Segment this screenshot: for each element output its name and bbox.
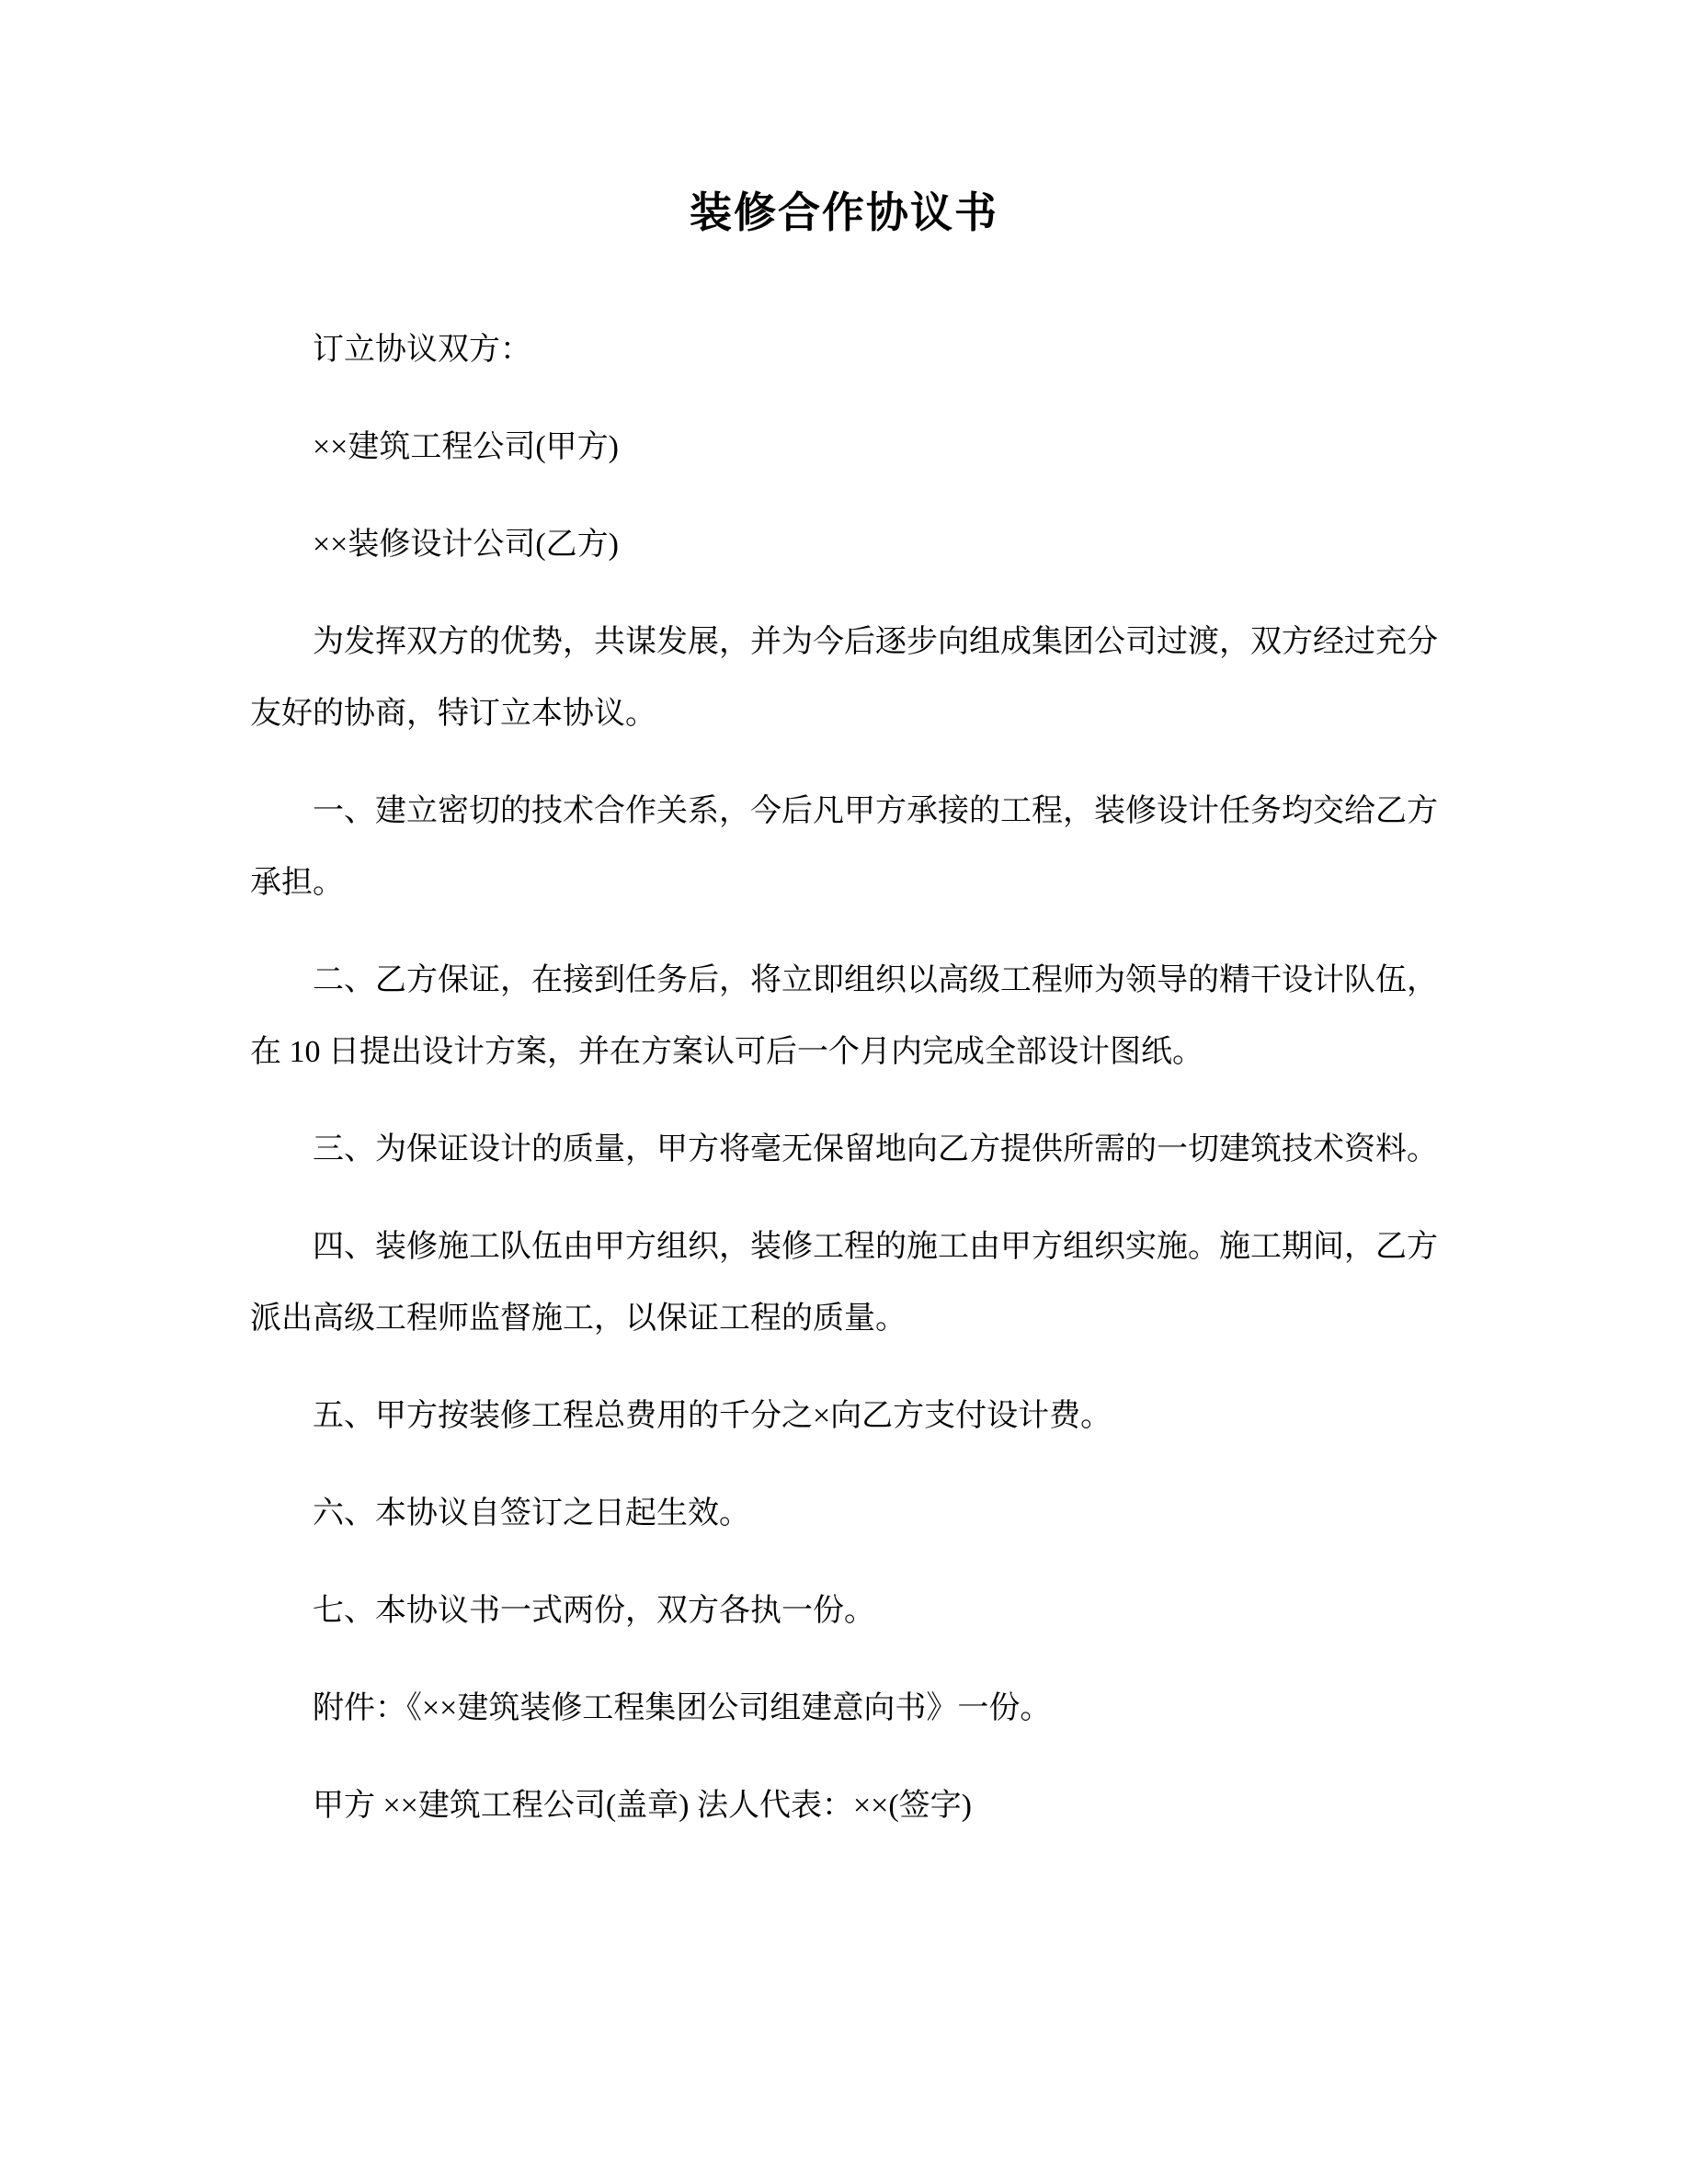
paragraph-party-b: ××装修设计公司(乙方) [313, 528, 619, 563]
paragraph-attachment: 附件：《××建筑装修工程集团公司组建意向书》一份。 [313, 1691, 1052, 1726]
paragraph-clause-2: 二、乙方保证，在接到任务后，将立即组织以高级工程师为领导的精干设计队伍，在 10 日提出设计方案，并在方案认可后一个月内完成全部设计图纸。 [250, 963, 1438, 1070]
paragraph-parties-intro: 订立协议双方： [313, 333, 531, 368]
paragraph-preamble: 为发挥双方的优势，共谋发展，并为今后逐步向组成集团公司过渡，双方经过充分友好的协商，特订立本协议。 [250, 625, 1438, 732]
document-body [250, 314, 1438, 1842]
paragraph-clause-7: 七、本协议书一式两份，双方各执一份。 [313, 1594, 875, 1629]
paragraph-clause-5: 五、甲方按装修工程总费用的千分之×向乙方支付设计费。 [313, 1399, 1112, 1434]
paragraph-clause-1: 一、建立密切的技术合作关系，今后凡甲方承接的工程，装修设计任务均交给乙方承担。 [250, 794, 1438, 901]
paragraph-party-a: ××建筑工程公司(甲方) [313, 430, 619, 465]
paragraph-clause-4: 四、装修施工队伍由甲方组织，装修工程的施工由甲方组织实施。施工期间，乙方派出高级工程师监督施工，以保证工程的质量。 [250, 1230, 1438, 1337]
document-title: 装修合作协议书 [690, 189, 998, 236]
paragraph-signature-party-a: 甲方 ××建筑工程公司(盖章) 法人代表：××(签字) [313, 1789, 972, 1824]
paragraph-clause-3: 三、为保证设计的质量，甲方将毫无保留地向乙方提供所需的一切建筑技术资料。 [313, 1132, 1438, 1167]
paragraph-clause-6: 六、本协议自签订之日起生效。 [313, 1496, 750, 1531]
